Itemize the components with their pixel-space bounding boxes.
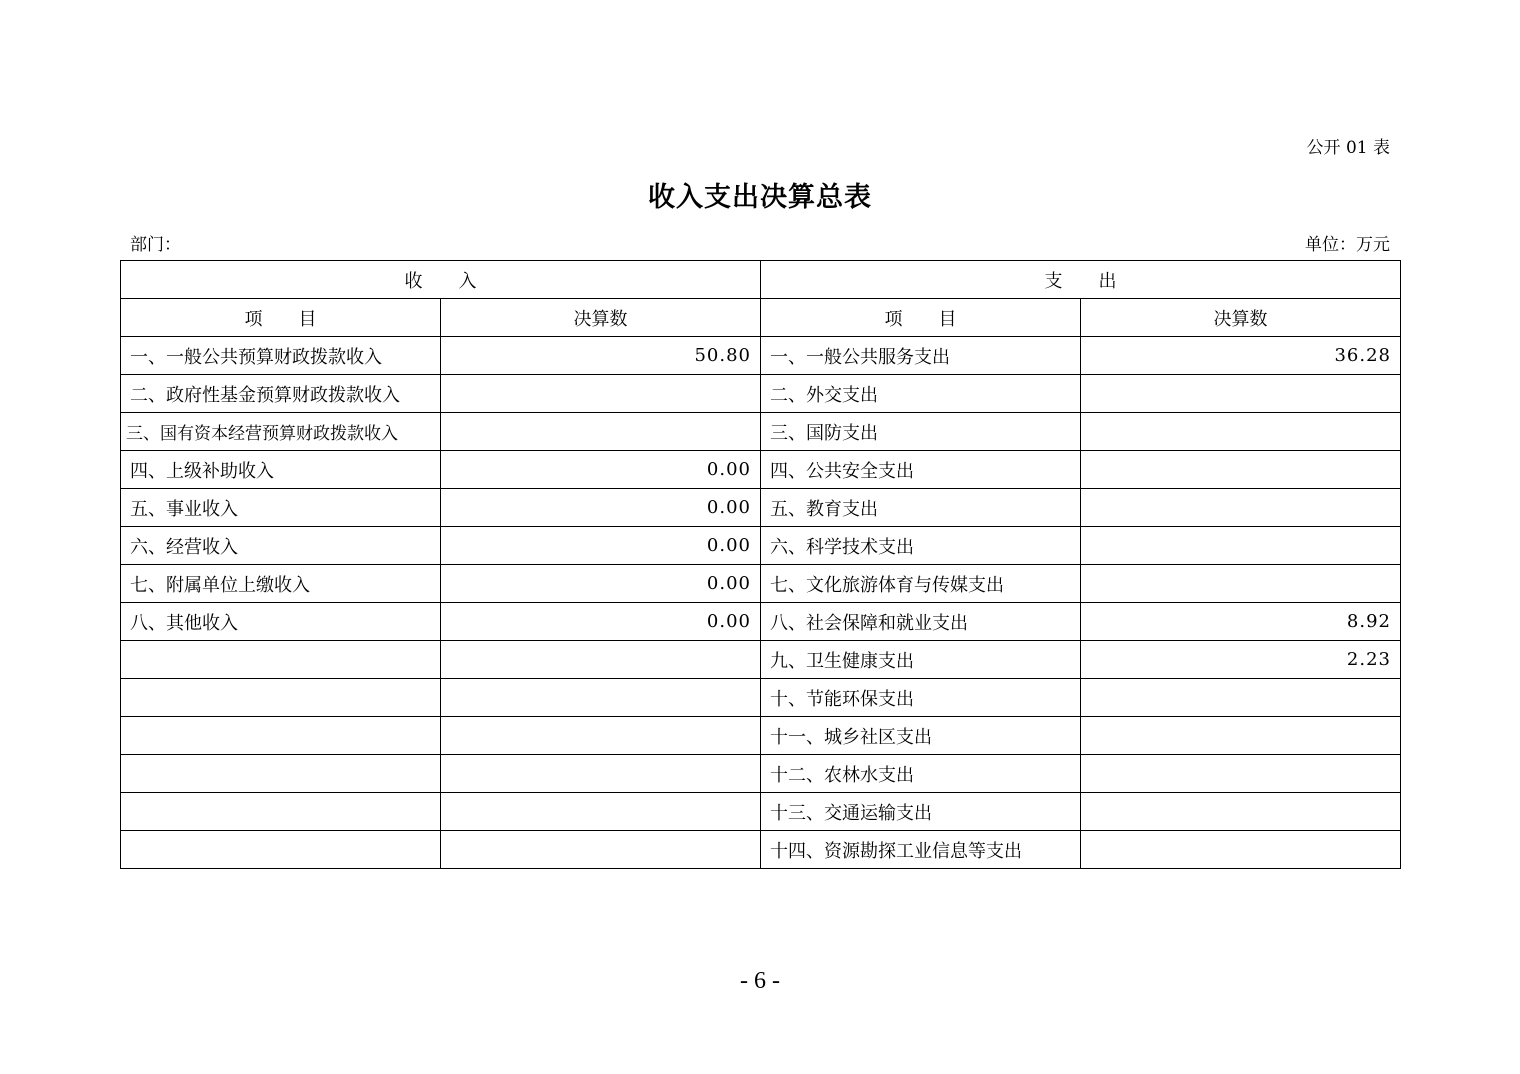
income-item — [121, 755, 441, 793]
form-code: 公开 01 表 — [1306, 138, 1390, 158]
income-amount: 50.80 — [441, 337, 761, 375]
table-row — [121, 755, 1401, 793]
column-header-row — [121, 299, 1401, 337]
income-amount: 0.00 — [441, 527, 761, 565]
table-row — [121, 527, 1401, 565]
expense-item: 二、外交支出 — [761, 375, 1081, 413]
table-row — [121, 603, 1401, 641]
expense-amount — [1081, 793, 1401, 831]
income-item: 八、其他收入 — [121, 603, 441, 641]
expense-item: 十四、资源勘探工业信息等支出 — [761, 831, 1081, 869]
expense-item: 一、一般公共服务支出 — [761, 337, 1081, 375]
table-row — [121, 451, 1401, 489]
income-amount: 0.00 — [441, 565, 761, 603]
expense-amount — [1081, 755, 1401, 793]
expense-item: 五、教育支出 — [761, 489, 1081, 527]
income-amount — [441, 755, 761, 793]
expense-amount — [1081, 413, 1401, 451]
page-number: - 6 - — [740, 968, 780, 994]
expense-item-column-header: 项 目 — [761, 299, 1081, 337]
expense-section-header: 支 出 — [761, 261, 1401, 299]
expense-item: 六、科学技术支出 — [761, 527, 1081, 565]
income-item: 二、政府性基金预算财政拨款收入 — [121, 375, 441, 413]
expense-amount: 36.28 — [1081, 337, 1401, 375]
income-item — [121, 679, 441, 717]
income-item — [121, 641, 441, 679]
expense-amount: 8.92 — [1081, 603, 1401, 641]
income-item — [121, 793, 441, 831]
expense-item: 十二、农林水支出 — [761, 755, 1081, 793]
expense-item: 十一、城乡社区支出 — [761, 717, 1081, 755]
income-item: 六、经营收入 — [121, 527, 441, 565]
income-amount: 0.00 — [441, 489, 761, 527]
expense-amount — [1081, 375, 1401, 413]
income-item — [121, 717, 441, 755]
department-label: 部门： — [130, 235, 181, 255]
table-row — [121, 679, 1401, 717]
expense-amount — [1081, 831, 1401, 869]
expense-amount — [1081, 451, 1401, 489]
expense-item: 十、节能环保支出 — [761, 679, 1081, 717]
table-row — [121, 717, 1401, 755]
table-row — [121, 489, 1401, 527]
section-header-row — [121, 261, 1401, 299]
income-amount — [441, 793, 761, 831]
income-item: 三、国有资本经营预算财政拨款收入 — [121, 413, 441, 451]
table-row — [121, 793, 1401, 831]
income-amount — [441, 679, 761, 717]
expense-item: 四、公共安全支出 — [761, 451, 1081, 489]
table-row — [121, 565, 1401, 603]
income-item: 一、一般公共预算财政拨款收入 — [121, 337, 441, 375]
income-amount — [441, 375, 761, 413]
income-amount — [441, 831, 761, 869]
income-amount — [441, 717, 761, 755]
expense-amount — [1081, 565, 1401, 603]
table-row — [121, 413, 1401, 451]
expense-amount — [1081, 489, 1401, 527]
page-title: 收入支出决算总表 — [648, 182, 872, 213]
expense-amount-column-header: 决算数 — [1081, 299, 1401, 337]
income-amount: 0.00 — [441, 451, 761, 489]
expense-item: 九、卫生健康支出 — [761, 641, 1081, 679]
table-row — [121, 831, 1401, 869]
expense-item: 三、国防支出 — [761, 413, 1081, 451]
income-item: 四、上级补助收入 — [121, 451, 441, 489]
table-row — [121, 375, 1401, 413]
income-item — [121, 831, 441, 869]
income-item-column-header: 项 目 — [121, 299, 441, 337]
expense-item: 八、社会保障和就业支出 — [761, 603, 1081, 641]
table-body — [121, 261, 1401, 869]
income-item: 五、事业收入 — [121, 489, 441, 527]
expense-amount — [1081, 527, 1401, 565]
unit-label: 单位：万元 — [1305, 235, 1390, 255]
expense-item: 十三、交通运输支出 — [761, 793, 1081, 831]
income-item: 七、附属单位上缴收入 — [121, 565, 441, 603]
income-amount — [441, 641, 761, 679]
table-row — [121, 337, 1401, 375]
table-row — [121, 641, 1401, 679]
expense-amount — [1081, 679, 1401, 717]
income-amount: 0.00 — [441, 603, 761, 641]
income-expense-summary-table — [120, 260, 1401, 869]
expense-item: 七、文化旅游体育与传媒支出 — [761, 565, 1081, 603]
income-amount-column-header: 决算数 — [441, 299, 761, 337]
expense-amount: 2.23 — [1081, 641, 1401, 679]
expense-amount — [1081, 717, 1401, 755]
income-section-header: 收 入 — [121, 261, 761, 299]
income-amount — [441, 413, 761, 451]
